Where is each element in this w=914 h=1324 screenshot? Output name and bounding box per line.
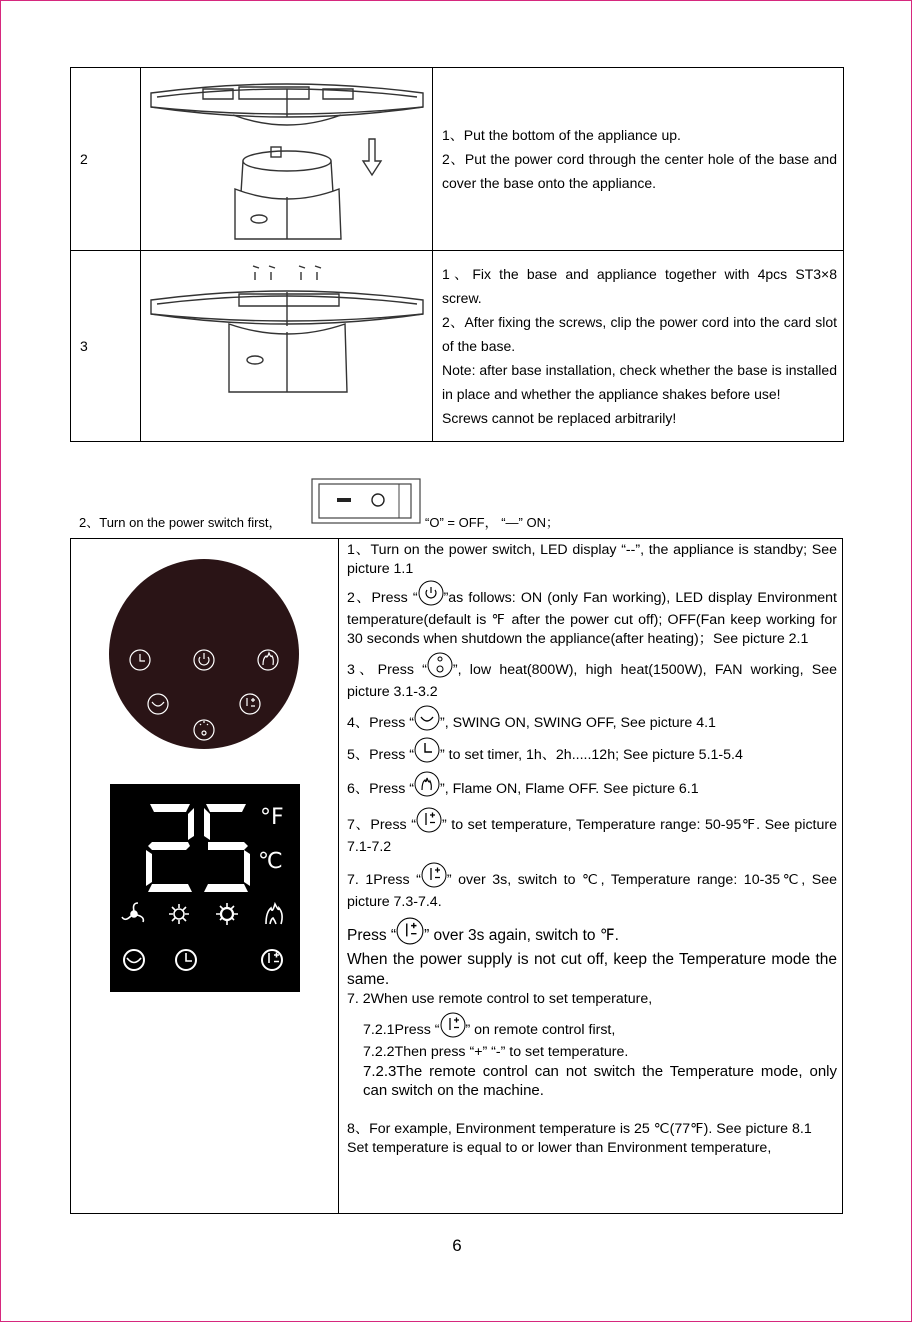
temperature-icon <box>440 1012 466 1038</box>
swing-icon <box>414 705 440 731</box>
step-3-line-2: 2、After fixing the screws, clip the power cord into the card slot of the base. <box>442 314 837 354</box>
instruction-3 <box>347 657 837 702</box>
base-cover-illustration <box>141 68 433 251</box>
instruction-4-text: ”, SWING ON, SWING OFF, See picture 4.1 <box>440 714 716 731</box>
step-2-text <box>433 68 844 251</box>
instruction-7-2: 7. 2When use remote control to set temperature, <box>347 991 653 1007</box>
column-divider <box>338 539 339 1213</box>
instruction-6 <box>347 776 837 802</box>
instruction-7-1-prefix: 7. 1Press “ <box>347 871 421 888</box>
fahrenheit-unit: °F <box>260 805 284 830</box>
instruction-1: 1、Turn on the power switch, LED display “--”, the appliance is standby; See picture 1.1 <box>347 542 837 577</box>
page-number: 6 <box>452 1236 462 1255</box>
instruction-7-1-c-text: ” over 3s again, switch to ℉. <box>424 927 619 945</box>
instruction-8: 8、For example, Environment temperature is 25 ℃(77℉). See picture 8.1 <box>347 1121 812 1137</box>
temperature-icon <box>416 807 442 833</box>
led-display <box>110 784 300 992</box>
rocker-switch-icon <box>311 478 421 524</box>
instruction-6-text: ”, Flame ON, Flame OFF. See picture 6.1 <box>440 780 699 797</box>
instruction-7-1 <box>347 867 837 912</box>
instruction-7-1-c <box>347 922 837 950</box>
instruction-5-prefix: 5、Press “ <box>347 746 415 763</box>
step-3-text <box>433 251 844 442</box>
instruction-2-text: ”as follows: ON (only Fan working), LED display Environment temperature(default is ℉ after the power cut off); OFF(Fan keep working for 30 seconds when shutdown the appliance(after heating)；See picture 2.1 <box>347 589 837 647</box>
instruction-7-text: ” to set temperature, Temperature range: 50-95℉. See picture 7.1-7.2 <box>347 816 838 855</box>
celsius-unit: ℃ <box>258 849 283 874</box>
step-row-3 <box>71 251 844 442</box>
instruction-5 <box>347 742 837 768</box>
instruction-4 <box>347 710 837 736</box>
instruction-3-text: ”, low heat(800W), high heat(1500W), FAN working, See picture 3.1-3.2 <box>347 661 837 700</box>
operation-instructions <box>347 539 837 1158</box>
screw-fixing-illustration <box>141 251 433 442</box>
base-install-drawing <box>143 69 431 245</box>
temperature-icon <box>396 917 424 945</box>
instruction-7 <box>347 812 837 857</box>
step-2-line-2: 2、Put the power cord through the center hole of the base and cover the base onto the appliance. <box>442 151 837 191</box>
instruction-7-1-d: When the power supply is not cut off, keep the Temperature mode the same. <box>347 951 837 988</box>
instruction-5-text: ” to set timer, 1h、2h.....12h; See picture 5.1-5.4 <box>440 746 743 763</box>
installation-steps-table <box>70 67 844 442</box>
instruction-2 <box>347 585 837 649</box>
instruction-7-2-1-text: ” on remote control first, <box>465 1021 616 1038</box>
instruction-2-prefix: 2、Press “ <box>347 589 418 606</box>
step-3-warning: Screws cannot be replaced arbitrarily! <box>442 410 677 426</box>
instruction-7-2-1 <box>347 1017 837 1043</box>
step-number: 3 <box>71 251 141 442</box>
switch-states-label: “O” = OFF， “—” ON； <box>425 515 559 530</box>
power-switch-instruction <box>79 478 839 528</box>
instruction-7-2-3: 7.2.3The remote control can not switch the Temperature mode, only can switch on the machine. <box>363 1063 837 1099</box>
instruction-7-prefix: 7、Press “ <box>347 816 416 833</box>
instruction-6-prefix: 6、Press “ <box>347 780 415 797</box>
screw-install-drawing <box>143 252 431 436</box>
power-switch-label: 2、Turn on the power switch first， <box>79 515 282 530</box>
step-2-line-1: 1、Put the bottom of the appliance up. <box>442 127 681 143</box>
flame-icon <box>414 771 440 797</box>
step-3-line-1: 1、Fix the base and appliance together with 4pcs ST3×8 screw. <box>442 266 837 306</box>
instruction-7-1-c-prefix: Press “ <box>347 927 397 945</box>
timer-icon <box>414 737 440 763</box>
control-panel-section <box>70 538 843 1214</box>
step-number: 2 <box>71 68 141 251</box>
instruction-7-1-text: ” over 3s, switch to ℃, Temperature range: 10-35℃, See picture 7.3-7.4. <box>347 871 837 910</box>
step-row-2 <box>71 68 844 251</box>
step-3-note: Note: after base installation, check whether the base is installed in place and whether the appliance shakes before use! <box>442 362 837 402</box>
instruction-4-prefix: 4、Press “ <box>347 714 415 731</box>
instruction-3-prefix: 3、Press “ <box>347 661 427 678</box>
instruction-7-2-1-prefix: 7.2.1Press “ <box>363 1021 440 1038</box>
temperature-icon <box>421 862 447 888</box>
power-icon <box>418 580 444 606</box>
control-panel-knob <box>108 558 300 750</box>
heat-mode-icon <box>427 652 453 678</box>
instruction-7-2-2: 7.2.2Then press “+” “-” to set temperature. <box>363 1044 629 1060</box>
instruction-8-b: Set temperature is equal to or lower than Environment temperature, <box>347 1140 772 1156</box>
